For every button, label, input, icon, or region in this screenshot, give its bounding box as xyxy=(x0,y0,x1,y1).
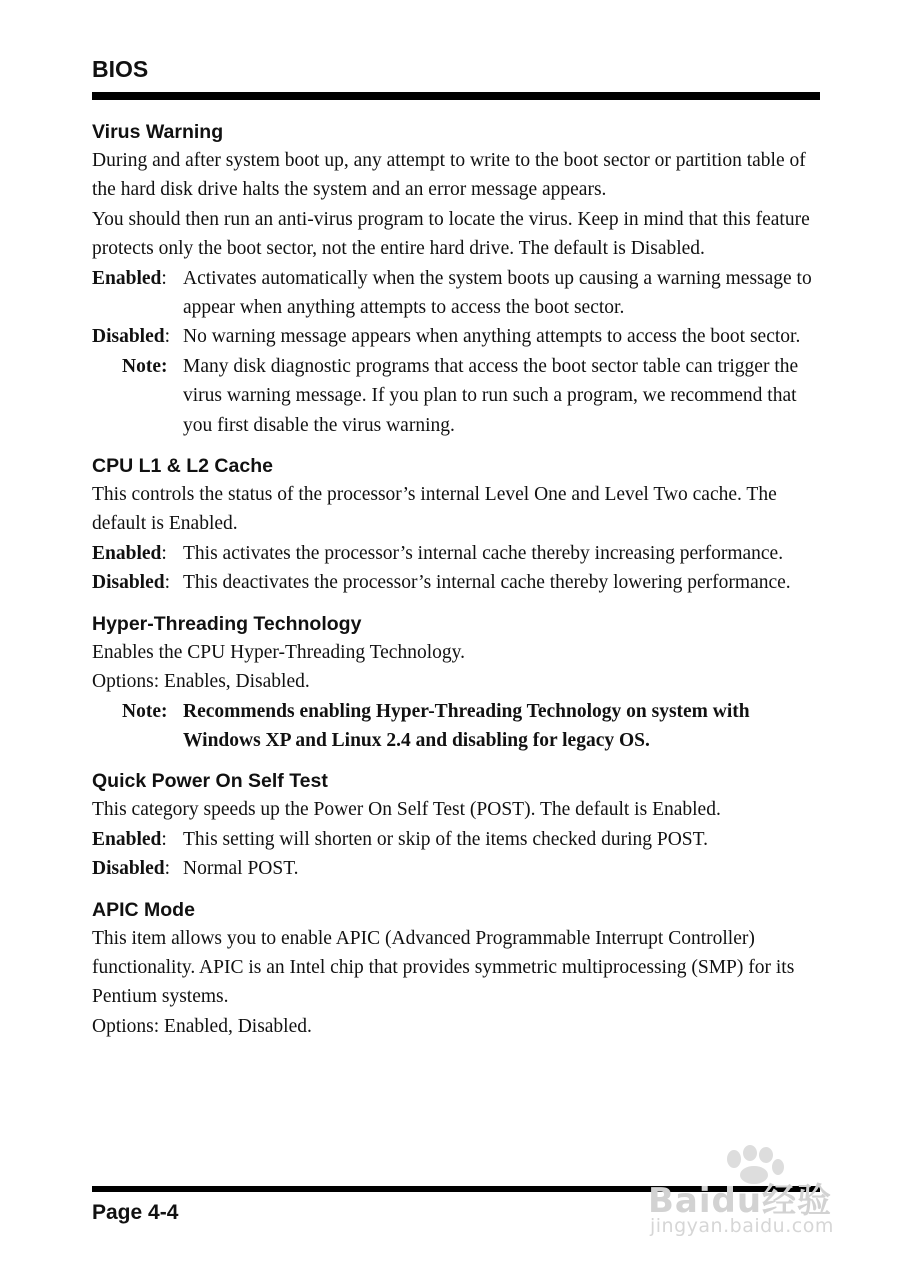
section-quick-post xyxy=(92,767,822,883)
paragraph: You should then run an anti-virus program to locate the virus. Keep in mind that this feature protects only the boot sector, not the entire hard drive. The default is Disabled. xyxy=(92,208,810,260)
note-term: Note: xyxy=(122,355,168,377)
option-description: Activates automatically when the system boots up causing a warning message to appear when anything attempts to access the boot sector. xyxy=(183,267,812,319)
page-number: Page 4-4 xyxy=(92,1201,179,1224)
option-description: This setting will shorten or skip of the items checked during POST. xyxy=(183,828,708,850)
section-virus-warning xyxy=(92,118,822,440)
option-term: Enabled xyxy=(92,267,162,289)
paragraph: This category speeds up the Power On Self Test (POST). The default is Enabled. xyxy=(92,799,721,821)
baidu-watermark xyxy=(640,1145,860,1245)
option-term: Enabled xyxy=(92,542,162,564)
note xyxy=(122,697,822,756)
option-term: Disabled xyxy=(92,858,165,880)
paragraph: This controls the status of the processor’s internal Level One and Level Two cache. The default is Enabled. xyxy=(92,484,777,535)
header-divider xyxy=(92,92,820,100)
section-apic-mode xyxy=(92,896,822,1042)
option-enabled: Enabled: This setting will shorten or skip of the items checked during POST. xyxy=(92,825,822,854)
watermark-brand: Baidu经验 xyxy=(648,1181,833,1221)
option-description: No warning message appears when anything attempts to access the boot sector. xyxy=(183,326,801,348)
section-title: APIC Mode xyxy=(92,898,195,921)
section-title: Hyper-Threading Technology xyxy=(92,612,362,635)
option-description: This activates the processor’s internal cache thereby increasing performance. xyxy=(183,542,784,564)
paragraph: During and after system boot up, any attempt to write to the boot sector or partition table of the hard disk drive halts the system and an error message appears. xyxy=(92,150,806,201)
option-description: This deactivates the processor’s internal cache thereby lowering performance. xyxy=(183,572,791,594)
option-disabled: Disabled: No warning message appears when anything attempts to access the boot sector. xyxy=(92,322,822,351)
section-hyper-threading xyxy=(92,610,822,756)
option-disabled: Disabled: This deactivates the processor’s internal cache thereby lowering performance. xyxy=(92,568,822,597)
paragraph: Options: Enables, Disabled. xyxy=(92,671,310,693)
option-term: Disabled xyxy=(92,326,165,348)
section-title: Quick Power On Self Test xyxy=(92,770,328,793)
section-cpu-cache xyxy=(92,452,822,598)
note-text: Recommends enabling Hyper-Threading Technology on system with Windows XP and Linux 2.4 and disabling for legacy OS. xyxy=(183,700,750,751)
option-term: Enabled xyxy=(92,828,162,850)
paragraph: Options: Enabled, Disabled. xyxy=(92,1015,312,1037)
note-text: Many disk diagnostic programs that access the boot sector table can trigger the virus warning message. If you plan to run such a program, we recommend that you first disable the virus warning. xyxy=(183,355,799,436)
page-header-title: BIOS xyxy=(92,56,149,82)
option-enabled: Enabled: Activates automatically when the system boots up causing a warning message to appear when anything attempts to access the boot sector. xyxy=(92,264,822,323)
option-disabled: Disabled: Normal POST. xyxy=(92,854,822,883)
section-title: Virus Warning xyxy=(92,121,224,143)
option-enabled: Enabled: This activates the processor’s internal cache thereby increasing performance. xyxy=(92,539,822,568)
option-term: Disabled xyxy=(92,572,165,594)
paragraph: This item allows you to enable APIC (Advanced Programmable Interrupt Controller) functionality. APIC is an Intel chip that provides symmetric multiprocessing (SMP) for its Pentium systems. xyxy=(92,927,795,1008)
note xyxy=(122,352,822,440)
note-term: Note: xyxy=(122,700,168,722)
page-content xyxy=(92,118,822,1053)
option-description: Normal POST. xyxy=(183,858,299,880)
section-title: CPU L1 & L2 Cache xyxy=(92,455,273,478)
paragraph: Enables the CPU Hyper-Threading Technology. xyxy=(92,641,465,663)
watermark-url: jingyan.baidu.com xyxy=(650,1215,834,1237)
